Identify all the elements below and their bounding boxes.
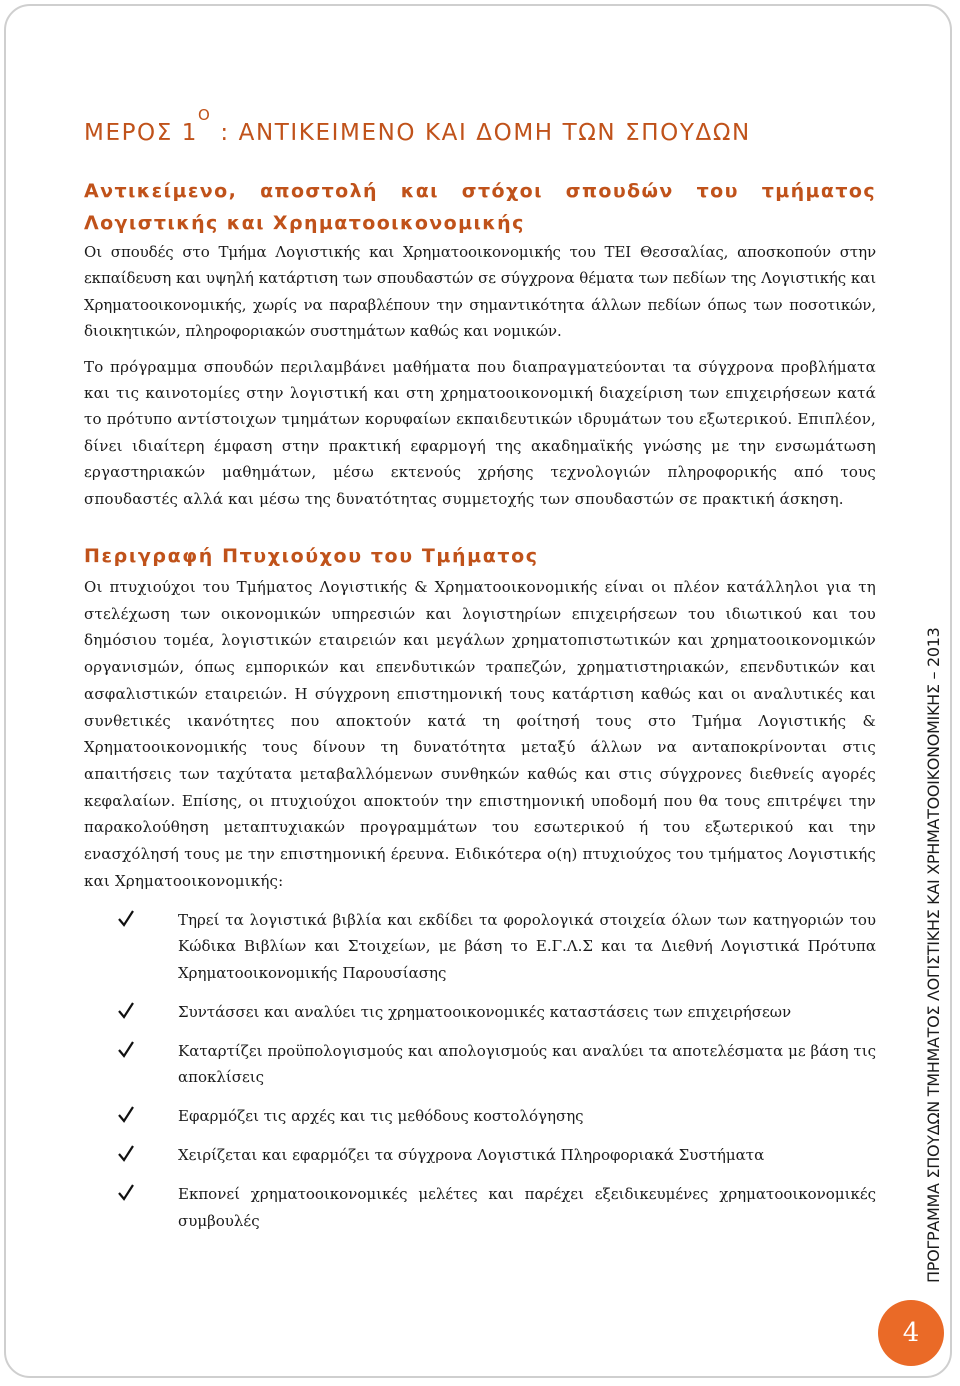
list-item-text: Εφαρμόζει τις αρχές και τις μεθόδους κοστολόγησης <box>178 1107 584 1125</box>
section-heading-objectives <box>84 175 876 239</box>
part-title-superscript: Ο <box>198 106 212 124</box>
side-running-header: ΠΡΟΓΡΑΜΜΑ ΣΠΟΥΔΩΝ ΤΜΗΜΑΤΟΣ ΛΟΓΙΣΤΙΚΗΣ ΚΑΙ ΧΡΗΜΑΤΟΟΙΚΟΝΟΜΙΚΗΣ – 2013 <box>924 627 943 1283</box>
check-mark-icon <box>118 1040 134 1058</box>
check-mark-icon <box>118 1001 134 1019</box>
check-mark-icon <box>118 1144 134 1162</box>
part-title-rest: : ΑΝΤΙΚΕΙΜΕΝΟ ΚΑΙ ΔΟΜΗ ΤΩΝ ΣΠΟΥΔΩΝ <box>211 120 751 146</box>
list-item <box>84 999 876 1026</box>
graduate-paragraph: Οι πτυχιούχοι του Τμήματος Λογιστικής & Χρηματοοικονομικής είναι οι πλέον κατάλληλοι για τη στελέχωση των οικονομικών υπηρεσιών και λογιστηρίων επιχειρήσεων του ιδιωτικού και του δημόσιου τομέα, λογιστικών εταιρειών και μεγάλων χρηματοπιστωτικών και χρηματοοικονομικών οργανισμών, όπως εμπορικών και επενδυτικών τραπεζών, χρηματιστηριακών, επενδυτικών και ασφαλιστικών εταιρειών. Η σύγχρονη επιστημονική τους κατάρτιση καθώς και οι αναλυτικές και συνθετικές ικανότητες που αποκτούν κατά τη φοίτησή τους στο Τμήμα Λογιστικής & Χρηματοοικονομικής τους δίνουν τη δυνατότητα μεταξύ άλλων να ανταποκρίνονται στις απαιτήσεις των ταχύτατα μεταβαλλόμενων συνθηκών καθώς και στις σύγχρονες διεθνείς αγορές κεφαλαίων. Επίσης, οι πτυχιούχοι αποκτούν την επιστημονική υποδομή που θα τους επιτρέψει την παρακολούθηση μεταπτυχιακών προγραμμάτων του εσωτερικού ή του εξωτερικού και την ενασχόλησή τους με την επιστημονική έρευνα. Ειδικότερα ο(η) πτυχιούχος του τμήματος Λογιστικής και Χρηματοοικονομικής: <box>84 578 876 890</box>
objectives-paragraph-2: Το πρόγραμμα σπουδών περιλαμβάνει μαθήματα που διαπραγματεύονται τα σύγχρονα προβλήματα και τις καινοτομίες στην λογιστική και στη χρηματοοικονομική διαχείριση των επιχειρήσεων κατά το πρότυπο αντίστοιχων τμημάτων κορυφαίων εκπαιδευτικών ιδρυμάτων του εξωτερικού. Επιπλέον, δίνει ιδιαίτερη έμφαση στην πρακτική εφαρμογή της ακαδημαϊκής γνώσης με την ενσωμάτωση εργαστηριακών μαθημάτων, μέσω εκτενούς χρήσης τεχνολογιών πληροφορικής από τους σπουδαστές αλλά και μέσω της δυνατότητας συμμετοχής των σπουδαστών σε πρακτική άσκηση. <box>84 357 876 508</box>
check-mark-icon <box>118 1183 134 1201</box>
list-item-text: Συντάσσει και αναλύει τις χρηματοοικονομικές καταστάσεις των επιχειρήσεων <box>178 1002 792 1021</box>
list-item <box>84 907 876 987</box>
list-item <box>84 1038 876 1091</box>
list-item-text: Καταρτίζει προϋπολογισμούς και απολογισμούς και αναλύει τα αποτελέσματα με βάση τις αποκλίσεις <box>178 1041 876 1086</box>
page-number: 4 <box>902 1318 920 1348</box>
page-number-badge <box>878 1300 944 1366</box>
list-item <box>84 1142 876 1169</box>
objectives-paragraph-1: Οι σπουδές στο Τμήμα Λογιστικής και Χρηματοοικονομικής του ΤΕΙ Θεσσαλίας, αποσκοπούν στην εκπαίδευση και υψηλή κατάρτιση των σπουδαστών σε σύγχρονα θέματα των πεδίων της Λογιστικής και Χρηματοοικονομικής, χωρίς να παραβλέπουν την σημαντικότητα άλλων πεδίων όπως των ποσοτικών, διοικητικών, πληροφοριακών συστημάτων καθώς και νομικών. <box>84 243 876 341</box>
list-item <box>84 1181 876 1234</box>
page-content <box>84 106 876 1247</box>
check-mark-icon <box>118 909 134 927</box>
section-heading-objectives-line1: Αντικείμενο, αποστολή και στόχοι σπουδών του τμήματος <box>84 180 876 202</box>
section-heading-graduate: Περιγραφή Πτυχιούχου του Τμήματος <box>84 545 539 568</box>
list-item-text: Εκπονεί χρηματοοικονομικές μελέτες και παρέχει εξειδικευμένες χρηματοοικονομικές συμβουλές <box>178 1185 876 1230</box>
list-item-text: Χειρίζεται και εφαρμόζει τα σύγχρονα Λογιστικά Πληροφοριακά Συστήματα <box>178 1146 765 1164</box>
list-item-text: Τηρεί τα λογιστικά βιβλία και εκδίδει τα φορολογικά στοιχεία όλων των κατηγοριών του Κώδικα Βιβλίων και Στοιχείων, με βάση το Ε.Γ.Λ.Σ και τα Διεθνή Λογιστικά Πρότυπα Χρηματοοικονομικής Παρουσίασης <box>178 910 876 982</box>
list-item <box>84 1103 876 1130</box>
graduate-skills-list <box>84 907 876 1235</box>
section-heading-objectives-line2: Λογιστικής και Χρηματοοικονομικής <box>84 212 525 234</box>
check-mark-icon <box>118 1105 134 1123</box>
part-title-main: ΜΕΡΟΣ 1 <box>84 120 199 146</box>
part-title <box>84 106 876 154</box>
